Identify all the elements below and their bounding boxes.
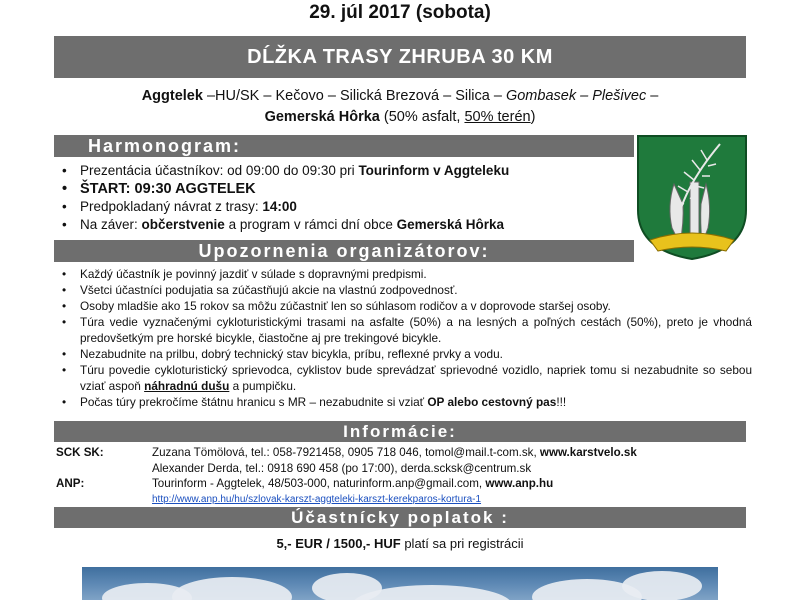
list-item: • Túru povedie cykloturistický sprievodca, cyklistov bude sprevádzať sprievodné vozidlo, napriek tomu si nezabudnite so sebou vziať aspoň náhradnú dušu a pumpičku. — [62, 362, 752, 394]
contact-row — [56, 476, 746, 492]
contact-row — [56, 492, 746, 508]
warnings-list — [62, 266, 752, 410]
municipal-crest-icon — [634, 132, 750, 262]
list-item: • Túra vedie vyznačenými cykloturistickými trasami na asfalte (50%) a na lesných a poľných cestách (50%), preto je vhodná predovšetkým pre horské bicykle, čiastočne aj pre trekingové bicykle. — [62, 314, 752, 346]
route-dash: – — [646, 88, 659, 104]
list-item: • Nezabudnite na prilbu, dobrý technický stav bicykla, príbu, reflexné prvky a vodu. — [62, 346, 752, 362]
contact-info — [56, 445, 746, 507]
fee-amount: 5,- EUR / 1500,- HUF platí sa pri registrácii — [276, 536, 524, 551]
route-segment: –HU/SK – Kečovo – Silická Brezová – Silica – — [202, 88, 506, 104]
route-segment-italic: Gombasek – Plešivec — [505, 88, 647, 104]
sck-label: SCK SK: — [56, 446, 104, 459]
list-item: • Počas túry prekročíme štátnu hranicu s MR – nezabudnite si vziať OP alebo cestovný pas!!! — [62, 394, 752, 410]
anp-label: ANP: — [56, 477, 85, 490]
list-item: • Všetci účastníci podujatia sa zúčastňujú akcie na vlastnú zodpovednosť. — [62, 282, 752, 298]
distance-banner: DĹŽKA TRASY ZHRUBA 30 KM — [54, 36, 746, 78]
event-date: 29. júl 2017 (sobota) — [309, 2, 491, 23]
contact-row — [56, 461, 746, 477]
route-terrain: 50% terén — [464, 109, 531, 125]
landscape-photo — [82, 567, 718, 600]
list-item: • Predpokladaný návrat z trasy: 14:00 — [62, 198, 632, 216]
list-item: • Osoby mladšie ako 15 rokov sa môžu zúčastniť len so súhlasom rodičov a v doprovode staršej osoby. — [62, 298, 752, 314]
warnings-heading: Upozornenia organizátorov: — [54, 240, 634, 262]
harmonogram-heading: Harmonogram: — [54, 135, 634, 157]
list-item: • ŠTART: 09:30 AGGTELEK — [62, 180, 632, 198]
route-start: Aggtelek — [141, 88, 203, 104]
contact-tourinform: Tourinform - Aggtelek, 48/503-000, naturinform.anp@gmail.com, www.anp.hu — [152, 477, 554, 490]
route-line-1 — [54, 88, 746, 104]
list-item: • Každý účastník je povinný jazdiť v súlade s dopravnými predpismi. — [62, 266, 752, 282]
fee-heading: Účastnícky poplatok : — [54, 507, 746, 528]
route-surface: (50% asfalt, — [379, 109, 465, 125]
list-item: • Na záver: občerstvenie a program v rámci dní obce Gemerská Hôrka — [62, 216, 632, 234]
list-item: • Prezentácia účastníkov: od 09:00 do 09:30 pri Tourinform v Aggteleku — [62, 162, 632, 180]
route-line-2 — [54, 109, 746, 125]
contact-derda: Alexander Derda, tel.: 0918 690 458 (po 17:00), derda.scksk@centrum.sk — [152, 461, 532, 475]
anp-link[interactable]: http://www.anp.hu/hu/szlovak-karszt-aggteleki-karszt-kerekparos-kortura-1 — [152, 493, 482, 505]
info-heading: Informácie: — [54, 421, 746, 442]
contact-row — [56, 445, 746, 461]
route-close: ) — [530, 109, 536, 125]
route-end: Gemerská Hôrka — [264, 109, 380, 125]
contact-tomolova: Zuzana Tömölová, tel.: 058-7921458, 0905 718 046, tomol@mail.t-com.sk, www.karstvelo.sk — [152, 446, 637, 459]
harmonogram-list — [62, 162, 632, 234]
